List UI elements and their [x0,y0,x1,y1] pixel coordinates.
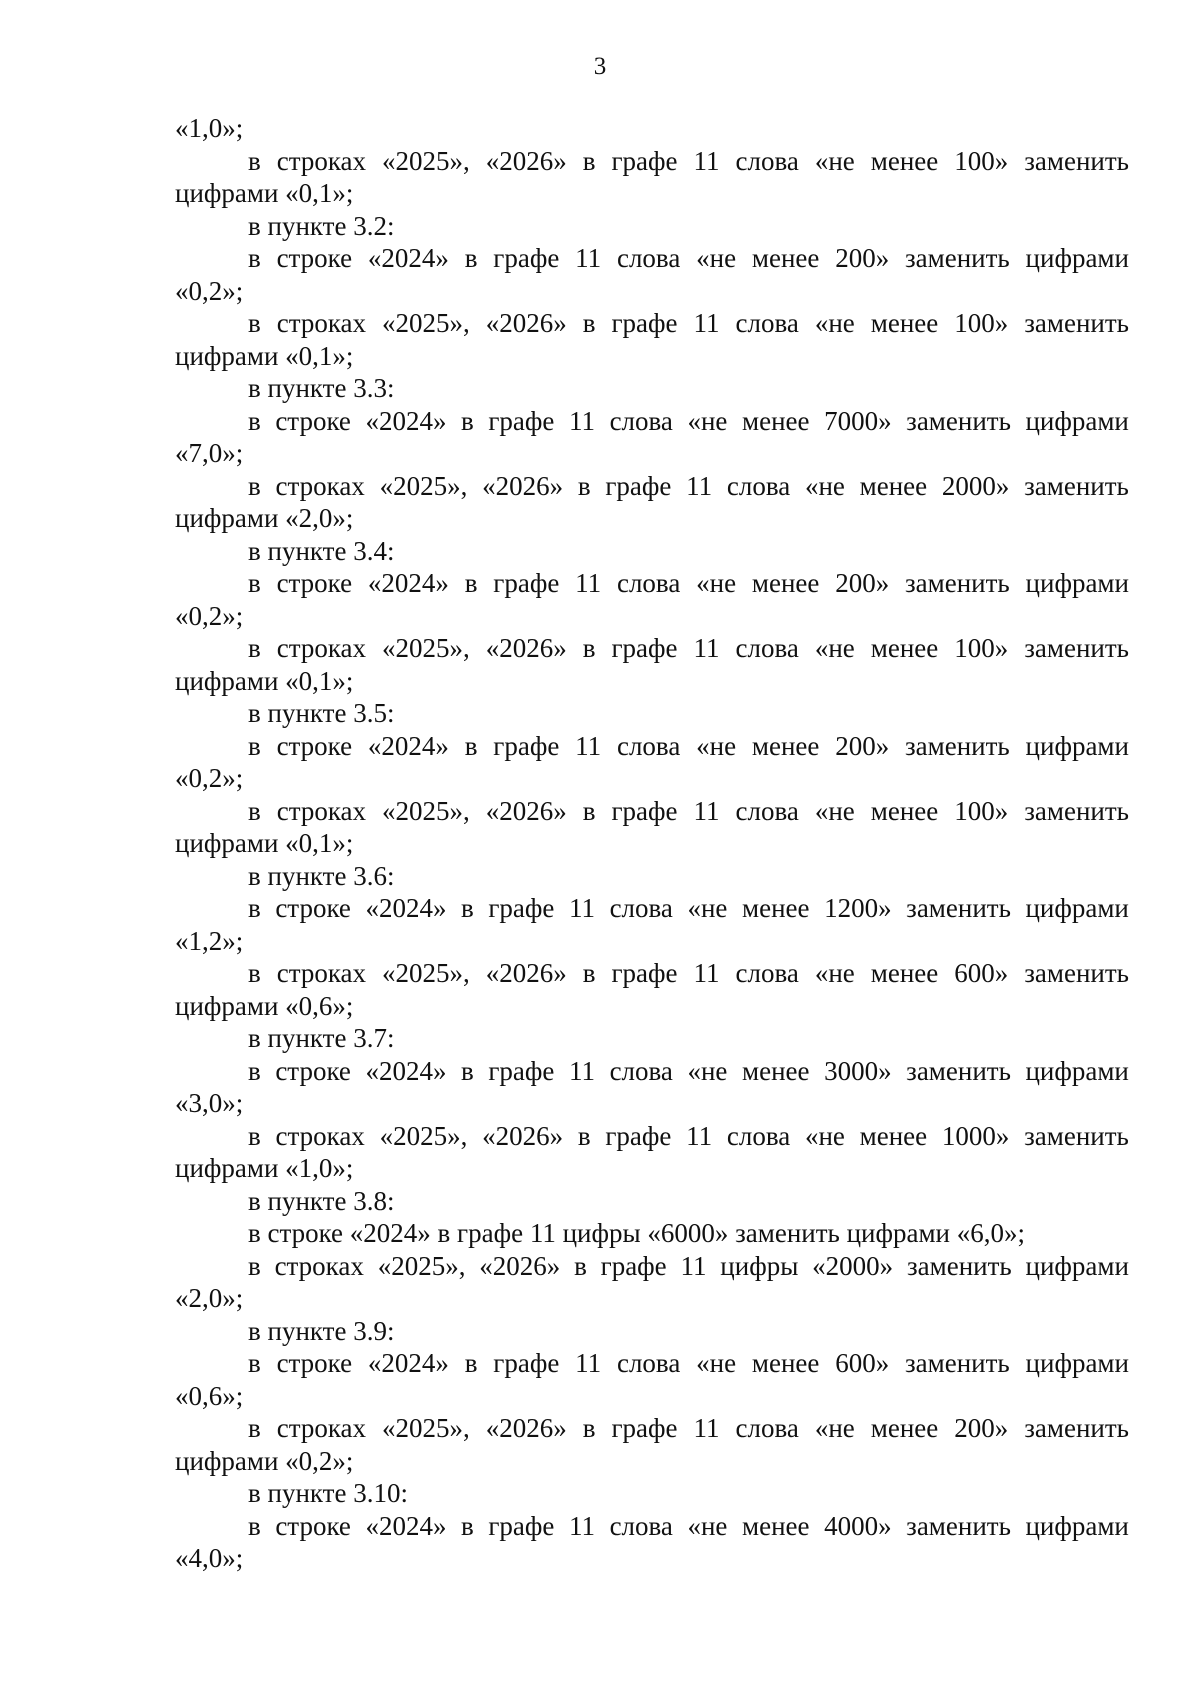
word: «не [804,1120,845,1151]
text-line: в пункте 3.10: [248,1478,408,1508]
word: в [248,1120,261,1151]
word: графе [493,568,560,598]
word: заменить [906,1055,1011,1086]
word: «2024» [367,730,449,761]
word: цифрами [1025,568,1129,598]
word: слова [735,1413,799,1443]
word: графе [605,470,672,501]
text-line [175,957,1129,990]
word: «не [687,893,728,923]
word: «2024» [365,893,447,923]
word: в [248,1510,261,1541]
word: строке [275,1055,351,1086]
text-line: «3,0»; [175,1088,244,1118]
text-line [175,795,1129,828]
text-line: «0,2»; [175,600,244,631]
word: в [582,633,596,663]
word: 11 [686,1120,713,1151]
word: графе [611,145,678,176]
word: слова [726,470,791,501]
word: слова [735,308,799,338]
word: графе [611,1413,678,1443]
word: «не [814,795,855,826]
word: заменить [906,405,1011,436]
word: в [248,568,261,598]
word: 1200» [824,893,892,923]
word: в [464,243,478,273]
word: графе [488,893,555,923]
word: заменить [1024,1413,1129,1443]
text-line: «1,2»; [175,925,244,956]
word: «не [814,145,855,176]
word: «2025», [377,1250,466,1281]
word: цифрами [1025,1510,1129,1541]
word: в [248,893,261,923]
text-line [175,1120,1129,1153]
word: строках [276,1413,367,1443]
word: цифрами [1025,405,1129,436]
word: 11 [575,568,602,598]
word: 11 [693,958,720,988]
word: «2025», [382,145,470,176]
word: в [582,145,596,176]
word: слова [735,145,799,176]
word: слова [735,795,799,826]
text-line [175,1055,1129,1088]
word: менее [742,1055,810,1086]
word: в [248,243,261,273]
word: строках [275,1120,365,1151]
word: заменить [905,243,1010,273]
word: «не [814,308,855,338]
word: «2026» [482,1120,564,1151]
text-line [175,405,1129,438]
word: в [464,730,478,761]
word: в [461,405,474,436]
word: 11 [568,893,595,923]
word: 11 [693,308,720,338]
word: слова [735,633,799,663]
word: заменить [905,568,1010,598]
word: цифрами [1025,730,1129,761]
word: цифрами [1025,893,1129,923]
word: менее [859,1120,928,1151]
word: строке [276,730,353,761]
word: 11 [568,1510,595,1541]
word: 11 [568,405,595,436]
word: в [248,1413,261,1443]
word: цифрами [1025,1348,1129,1378]
word: менее [870,795,939,826]
word: слова [616,243,681,273]
word: «не [696,568,737,598]
word: «не [687,1510,728,1541]
word: в [582,795,596,826]
word: графе [611,795,678,826]
text-line: в пункте 3.7: [248,1023,395,1053]
word: графе [493,730,560,761]
word: «не [687,405,728,436]
word: 3000» [824,1055,892,1086]
word: графе [611,633,678,663]
text-line: цифрами «0,1»; [175,178,354,208]
word: в [464,1348,478,1378]
word: 200» [835,243,890,273]
word: «2026» [485,958,567,988]
word: 11 [575,1348,602,1378]
word: в [248,730,261,761]
text-line [175,145,1129,178]
word: 11 [575,730,602,761]
word: 100» [954,145,1009,176]
word: 11 [693,795,720,826]
word: 200» [954,1413,1009,1443]
word: заменить [1024,470,1129,501]
text-line: в пункте 3.6: [248,860,395,891]
text-line [175,470,1129,503]
text-line [175,1412,1129,1445]
text-line: «7,0»; [175,438,244,468]
word: строках [276,958,367,988]
text-line [175,730,1129,763]
word: менее [870,308,939,338]
text-line: цифрами «0,1»; [175,828,354,858]
word: заменить [906,1510,1011,1541]
word: заменить [1024,1120,1129,1151]
text-line: в пункте 3.2: [248,210,395,241]
word: «2026» [485,795,567,826]
word: слова [609,893,673,923]
word: заменить [1024,633,1129,663]
word: 100» [954,795,1009,826]
word: «2025», [379,1120,468,1151]
word: 600» [954,958,1009,988]
word: 11 [575,243,602,273]
word: 11 [693,633,720,663]
word: графе [488,1055,555,1086]
text-line: в пункте 3.9: [248,1315,395,1346]
word: слова [726,1120,791,1151]
word: строке [276,568,353,598]
word: «2024» [365,1510,447,1541]
text-line [175,1510,1129,1543]
word: «не [687,1055,728,1086]
word: заменить [906,893,1011,923]
word: менее [751,1348,820,1378]
word: 200» [835,568,890,598]
word: 11 [568,1055,595,1086]
text-line: цифрами «0,6»; [175,990,354,1021]
word: 11 [680,1250,707,1281]
word: в [248,308,261,338]
word: менее [751,730,820,761]
text-line [175,1250,1129,1283]
word: строках [276,308,367,338]
word: заменить [906,1250,1012,1281]
text-line [175,1347,1129,1380]
word: графе [611,958,678,988]
text-line: «0,6»; [175,1380,244,1411]
word: «2000» [812,1250,894,1281]
word: 11 [686,470,713,501]
word: «2026» [485,633,567,663]
word: «2026» [485,308,567,338]
word: графе [488,405,555,436]
word: графе [611,308,678,338]
word: заменить [905,1348,1010,1378]
word: слова [609,1510,673,1541]
word: «2024» [367,243,449,273]
word: 11 [693,1413,720,1443]
word: 100» [954,633,1009,663]
word: «2025», [382,308,470,338]
text-line: цифрами «0,2»; [175,1445,354,1476]
word: 600» [835,1348,890,1378]
text-line: в пункте 3.5: [248,698,395,728]
word: 200» [835,730,890,761]
word: строке [276,1348,353,1378]
word: заменить [1024,145,1129,176]
text-line: в пункте 3.8: [248,1185,395,1216]
word: менее [859,470,928,501]
word: строках [276,633,367,663]
text-line: «4,0»; [175,1543,244,1573]
text-line [175,242,1129,275]
word: заменить [1024,308,1129,338]
text-line: «0,2»; [175,275,244,306]
word: в [461,1055,474,1086]
word: «не [696,730,737,761]
word: «2026» [485,1413,567,1443]
text-line: «1,0»; [175,113,244,143]
text-line [175,307,1129,340]
word: графе [605,1120,672,1151]
text-line: цифрами «0,1»; [175,665,354,696]
word: строках [276,795,367,826]
word: в [248,145,261,176]
word: слова [616,730,681,761]
text-line: «2,0»; [175,1283,244,1313]
word: в [461,893,474,923]
word: «не [814,633,855,663]
word: строках [275,470,365,501]
word: в [577,1120,591,1151]
word: «не [804,470,845,501]
text-line: цифрами «1,0»; [175,1153,354,1183]
word: в [248,1250,261,1281]
word: «не [814,958,855,988]
word: 7000» [824,405,892,436]
word: слова [735,958,799,988]
word: менее [742,1510,810,1541]
word: строке [275,405,351,436]
word: в [464,568,478,598]
word: «не [696,1348,737,1378]
word: в [582,1413,596,1443]
word: строке [275,893,351,923]
word: слова [616,1348,681,1378]
text-line: в пункте 3.3: [248,373,395,403]
word: «2024» [367,568,449,598]
word: менее [751,568,820,598]
word: строках [276,145,367,176]
word: графе [488,1510,555,1541]
text-line: цифрами «0,1»; [175,340,354,371]
word: «2026» [485,145,567,176]
word: «2025», [382,633,470,663]
word: менее [742,405,810,436]
word: графе [600,1250,667,1281]
word: «не [696,243,737,273]
word: в [248,795,261,826]
word: слова [609,1055,673,1086]
word: в [582,958,596,988]
word: слова [609,405,673,436]
word: «2025», [382,958,470,988]
word: цифры [720,1250,799,1281]
word: «не [814,1413,855,1443]
word: менее [870,633,939,663]
text-line: цифрами «2,0»; [175,503,354,533]
word: «2025», [382,795,470,826]
word: графе [493,1348,560,1378]
word: «2026» [482,470,564,501]
word: графе [493,243,560,273]
word: менее [870,145,939,176]
word: менее [751,243,820,273]
word: «2024» [365,1055,447,1086]
word: заменить [905,730,1010,761]
word: «2024» [367,1348,449,1378]
word: цифрами [1025,1250,1129,1281]
word: менее [742,893,810,923]
word: заменить [1024,958,1129,988]
word: 2000» [941,470,1010,501]
word: 11 [693,145,720,176]
word: в [577,470,591,501]
text-line [175,892,1129,925]
word: в [248,1348,261,1378]
word: заменить [1024,795,1129,826]
word: 4000» [824,1510,892,1541]
word: цифрами [1025,1055,1129,1086]
text-line: в строке «2024» в графе 11 цифры «6000» заменить цифрами «6,0»; [248,1218,1026,1248]
word: в [461,1510,474,1541]
text-line: в пункте 3.4: [248,535,395,566]
word: менее [870,958,939,988]
text-line [175,567,1129,600]
word: 1000» [941,1120,1010,1151]
word: в [574,1250,587,1281]
word: «2025», [379,470,468,501]
word: в [248,470,261,501]
word: «2025», [382,1413,470,1443]
word: в [582,308,596,338]
document-body [175,112,1129,1575]
word: строках [274,1250,364,1281]
text-line: «0,2»; [175,763,244,793]
word: в [248,958,261,988]
word: 100» [954,308,1009,338]
text-line [175,632,1129,665]
word: строке [276,243,353,273]
word: в [248,633,261,663]
page-number: 3 [593,53,607,80]
word: строке [275,1510,351,1541]
word: слова [616,568,681,598]
word: «2026» [479,1250,561,1281]
word: цифрами [1025,243,1129,273]
word: в [248,1055,261,1086]
word: менее [870,1413,939,1443]
word: в [248,405,261,436]
word: «2024» [365,405,447,436]
